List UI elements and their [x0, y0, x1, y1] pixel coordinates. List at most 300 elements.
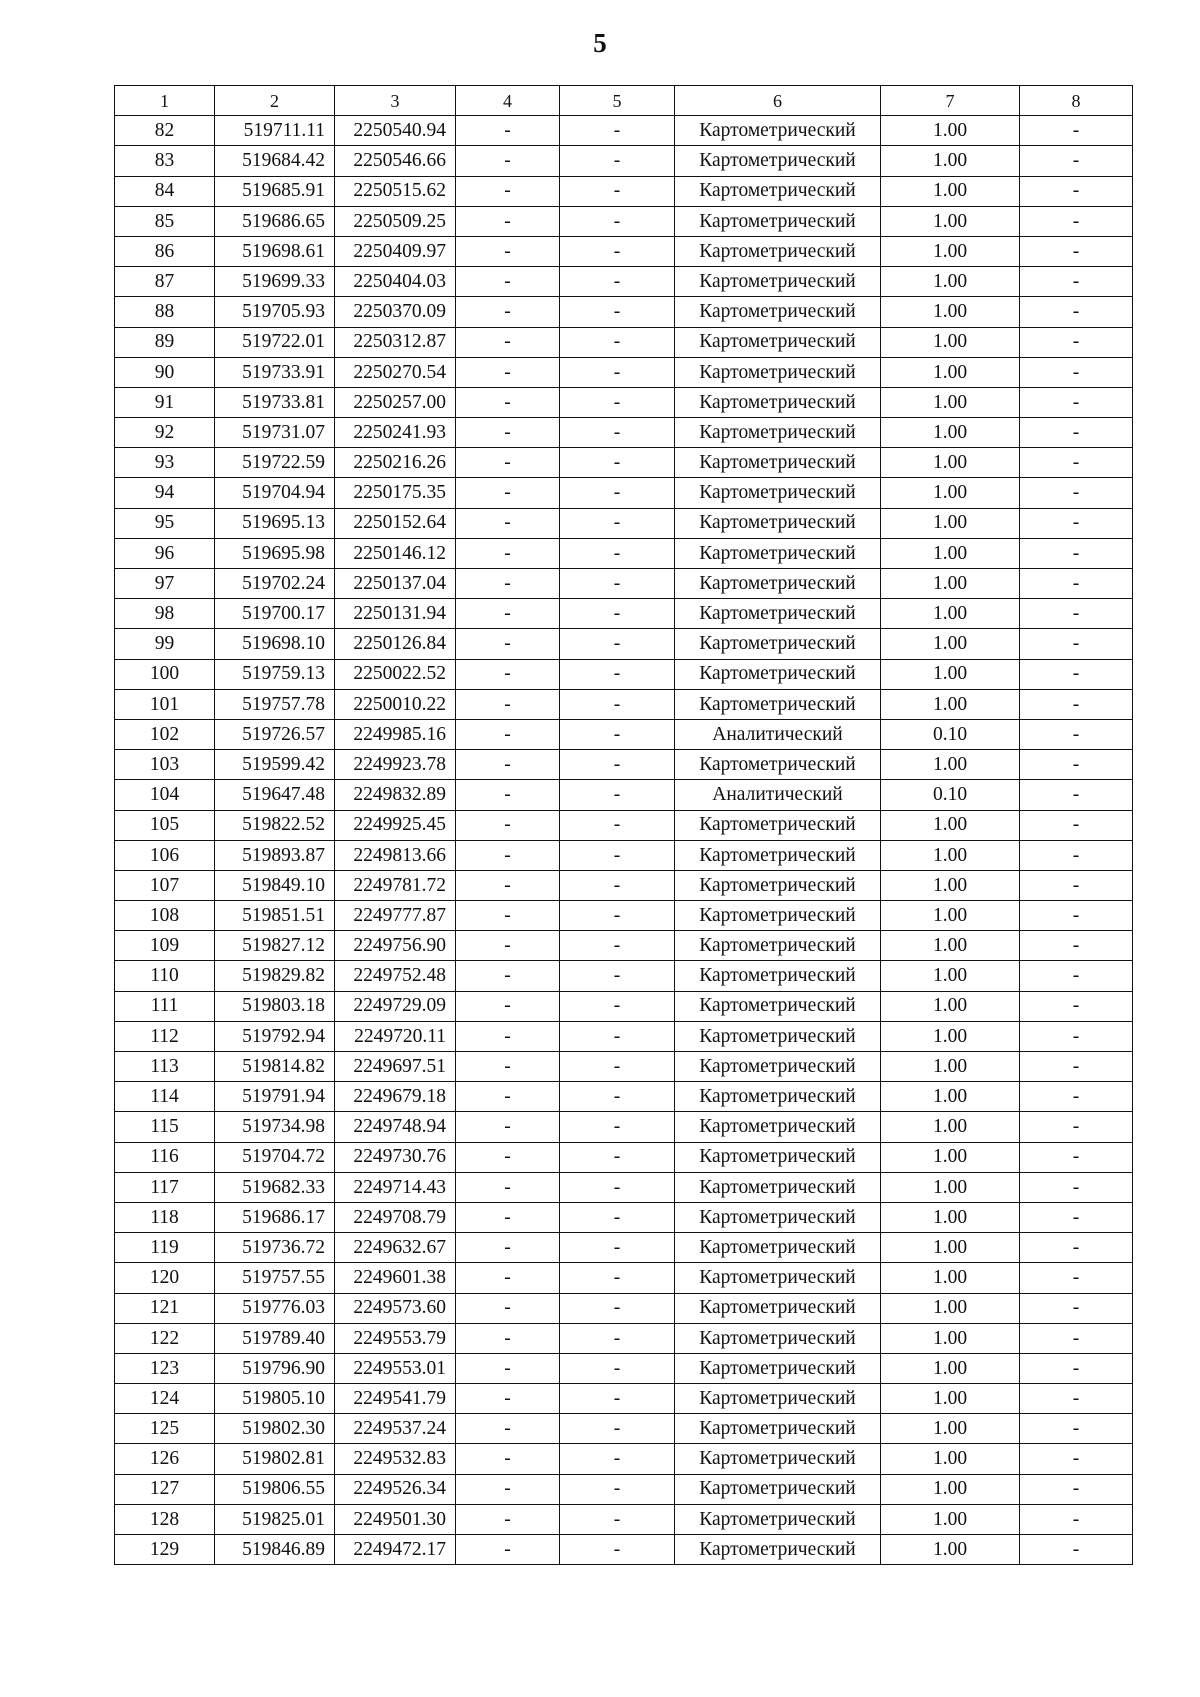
cell-coord-x: 519846.89 — [215, 1535, 335, 1565]
cell-col-4: - — [456, 1021, 560, 1051]
cell-col-4: - — [456, 508, 560, 538]
cell-col-4: - — [456, 176, 560, 206]
cell-point-number: 106 — [115, 840, 215, 870]
cell-point-number: 116 — [115, 1142, 215, 1172]
cell-col-4: - — [456, 1263, 560, 1293]
cell-method: Картометрический — [675, 1504, 881, 1534]
cell-coord-x: 519789.40 — [215, 1323, 335, 1353]
table-row — [115, 659, 1133, 689]
cell-col-5: - — [560, 1504, 675, 1534]
cell-col-5: - — [560, 146, 675, 176]
cell-accuracy: 1.00 — [881, 206, 1020, 236]
table-row — [115, 780, 1133, 810]
cell-accuracy: 1.00 — [881, 1474, 1020, 1504]
cell-accuracy: 1.00 — [881, 1353, 1020, 1383]
cell-coord-x: 519733.81 — [215, 387, 335, 417]
cell-point-number: 123 — [115, 1353, 215, 1383]
cell-accuracy: 1.00 — [881, 1052, 1020, 1082]
cell-method: Картометрический — [675, 870, 881, 900]
cell-col-8: - — [1020, 629, 1133, 659]
coordinates-table — [114, 85, 1133, 1565]
cell-coord-x: 519757.78 — [215, 689, 335, 719]
cell-col-5: - — [560, 1384, 675, 1414]
cell-accuracy: 1.00 — [881, 478, 1020, 508]
cell-col-4: - — [456, 387, 560, 417]
cell-method: Картометрический — [675, 1293, 881, 1323]
cell-col-4: - — [456, 116, 560, 146]
cell-col-4: - — [456, 297, 560, 327]
cell-coord-y: 2249730.76 — [335, 1142, 456, 1172]
table-row — [115, 1474, 1133, 1504]
table-row — [115, 1323, 1133, 1353]
cell-coord-y: 2250509.25 — [335, 206, 456, 236]
cell-col-5: - — [560, 357, 675, 387]
cell-coord-y: 2250312.87 — [335, 327, 456, 357]
cell-accuracy: 1.00 — [881, 1444, 1020, 1474]
cell-method: Картометрический — [675, 1021, 881, 1051]
cell-col-5: - — [560, 870, 675, 900]
cell-accuracy: 1.00 — [881, 508, 1020, 538]
cell-coord-y: 2249720.11 — [335, 1021, 456, 1051]
cell-point-number: 90 — [115, 357, 215, 387]
cell-method: Картометрический — [675, 1263, 881, 1293]
table-row — [115, 448, 1133, 478]
cell-col-8: - — [1020, 1172, 1133, 1202]
cell-coord-y: 2249714.43 — [335, 1172, 456, 1202]
cell-accuracy: 1.00 — [881, 1414, 1020, 1444]
table-row — [115, 1052, 1133, 1082]
cell-point-number: 100 — [115, 659, 215, 689]
cell-col-4: - — [456, 569, 560, 599]
cell-point-number: 104 — [115, 780, 215, 810]
cell-col-4: - — [456, 538, 560, 568]
cell-point-number: 103 — [115, 750, 215, 780]
cell-coord-y: 2250241.93 — [335, 418, 456, 448]
table-row — [115, 1414, 1133, 1444]
cell-method: Картометрический — [675, 1142, 881, 1172]
cell-accuracy: 0.10 — [881, 719, 1020, 749]
cell-col-8: - — [1020, 327, 1133, 357]
cell-col-8: - — [1020, 267, 1133, 297]
cell-col-4: - — [456, 1353, 560, 1383]
cell-col-5: - — [560, 750, 675, 780]
cell-coord-x: 519825.01 — [215, 1504, 335, 1534]
cell-method: Картометрический — [675, 1535, 881, 1565]
cell-col-5: - — [560, 780, 675, 810]
cell-point-number: 102 — [115, 719, 215, 749]
cell-col-8: - — [1020, 176, 1133, 206]
cell-col-8: - — [1020, 931, 1133, 961]
cell-accuracy: 1.00 — [881, 116, 1020, 146]
cell-col-4: - — [456, 599, 560, 629]
cell-coord-y: 2250131.94 — [335, 599, 456, 629]
cell-point-number: 105 — [115, 810, 215, 840]
cell-point-number: 120 — [115, 1263, 215, 1293]
cell-point-number: 117 — [115, 1172, 215, 1202]
column-header-point-number: 1 — [115, 86, 215, 116]
cell-method: Картометрический — [675, 508, 881, 538]
cell-col-4: - — [456, 629, 560, 659]
cell-method: Картометрический — [675, 1474, 881, 1504]
cell-method: Картометрический — [675, 569, 881, 599]
cell-col-8: - — [1020, 870, 1133, 900]
cell-coord-x: 519791.94 — [215, 1082, 335, 1112]
cell-accuracy: 1.00 — [881, 1172, 1020, 1202]
cell-col-8: - — [1020, 599, 1133, 629]
cell-point-number: 95 — [115, 508, 215, 538]
cell-accuracy: 1.00 — [881, 1535, 1020, 1565]
cell-coord-x: 519849.10 — [215, 870, 335, 900]
cell-point-number: 101 — [115, 689, 215, 719]
cell-coord-x: 519686.65 — [215, 206, 335, 236]
cell-method: Картометрический — [675, 297, 881, 327]
cell-method: Картометрический — [675, 116, 881, 146]
table-row — [115, 1082, 1133, 1112]
cell-col-5: - — [560, 719, 675, 749]
table-row — [115, 116, 1133, 146]
table-row — [115, 961, 1133, 991]
cell-col-8: - — [1020, 297, 1133, 327]
table-row — [115, 206, 1133, 236]
cell-col-8: - — [1020, 1444, 1133, 1474]
cell-col-8: - — [1020, 1233, 1133, 1263]
cell-accuracy: 1.00 — [881, 870, 1020, 900]
cell-col-4: - — [456, 1082, 560, 1112]
cell-col-4: - — [456, 659, 560, 689]
cell-point-number: 127 — [115, 1474, 215, 1504]
cell-coord-x: 519806.55 — [215, 1474, 335, 1504]
table-row — [115, 1384, 1133, 1414]
table-row — [115, 267, 1133, 297]
cell-coord-y: 2249777.87 — [335, 901, 456, 931]
cell-col-4: - — [456, 1293, 560, 1323]
cell-coord-y: 2249632.67 — [335, 1233, 456, 1263]
cell-coord-y: 2249601.38 — [335, 1263, 456, 1293]
table-row — [115, 1112, 1133, 1142]
cell-coord-x: 519698.10 — [215, 629, 335, 659]
cell-method: Картометрический — [675, 750, 881, 780]
cell-col-8: - — [1020, 569, 1133, 599]
cell-accuracy: 1.00 — [881, 1323, 1020, 1353]
cell-coord-x: 519734.98 — [215, 1112, 335, 1142]
cell-col-4: - — [456, 357, 560, 387]
cell-col-5: - — [560, 538, 675, 568]
cell-col-8: - — [1020, 750, 1133, 780]
cell-method: Картометрический — [675, 146, 881, 176]
table-row — [115, 1172, 1133, 1202]
cell-col-5: - — [560, 116, 675, 146]
cell-method: Картометрический — [675, 1112, 881, 1142]
column-header-col-5: 5 — [560, 86, 675, 116]
cell-point-number: 113 — [115, 1052, 215, 1082]
cell-col-5: - — [560, 689, 675, 719]
cell-method: Картометрический — [675, 357, 881, 387]
cell-col-4: - — [456, 206, 560, 236]
cell-col-5: - — [560, 1444, 675, 1474]
cell-coord-x: 519822.52 — [215, 810, 335, 840]
cell-method: Картометрический — [675, 538, 881, 568]
cell-point-number: 83 — [115, 146, 215, 176]
cell-col-8: - — [1020, 1535, 1133, 1565]
cell-col-4: - — [456, 1535, 560, 1565]
cell-coord-y: 2249537.24 — [335, 1414, 456, 1444]
cell-accuracy: 1.00 — [881, 236, 1020, 266]
cell-accuracy: 1.00 — [881, 991, 1020, 1021]
cell-coord-x: 519684.42 — [215, 146, 335, 176]
table-row — [115, 297, 1133, 327]
cell-accuracy: 1.00 — [881, 840, 1020, 870]
cell-col-5: - — [560, 1112, 675, 1142]
cell-coord-x: 519827.12 — [215, 931, 335, 961]
table-body — [115, 116, 1133, 1565]
cell-accuracy: 1.00 — [881, 810, 1020, 840]
cell-coord-x: 519698.61 — [215, 236, 335, 266]
cell-accuracy: 1.00 — [881, 569, 1020, 599]
cell-coord-y: 2249925.45 — [335, 810, 456, 840]
cell-method: Картометрический — [675, 327, 881, 357]
cell-col-8: - — [1020, 1293, 1133, 1323]
cell-coord-x: 519776.03 — [215, 1293, 335, 1323]
cell-point-number: 110 — [115, 961, 215, 991]
cell-col-8: - — [1020, 116, 1133, 146]
cell-col-5: - — [560, 901, 675, 931]
cell-method: Аналитический — [675, 719, 881, 749]
cell-point-number: 126 — [115, 1444, 215, 1474]
cell-point-number: 109 — [115, 931, 215, 961]
cell-coord-x: 519851.51 — [215, 901, 335, 931]
column-header-coord-y: 3 — [335, 86, 456, 116]
table-row — [115, 599, 1133, 629]
cell-method: Картометрический — [675, 478, 881, 508]
cell-method: Картометрический — [675, 901, 881, 931]
cell-method: Картометрический — [675, 1082, 881, 1112]
cell-col-5: - — [560, 1082, 675, 1112]
cell-col-4: - — [456, 991, 560, 1021]
cell-col-8: - — [1020, 418, 1133, 448]
cell-col-5: - — [560, 1021, 675, 1051]
cell-col-8: - — [1020, 236, 1133, 266]
table-row — [115, 1263, 1133, 1293]
cell-col-4: - — [456, 1444, 560, 1474]
header-row — [115, 86, 1133, 116]
cell-col-4: - — [456, 901, 560, 931]
cell-col-5: - — [560, 810, 675, 840]
cell-col-5: - — [560, 508, 675, 538]
cell-coord-y: 2250546.66 — [335, 146, 456, 176]
cell-coord-x: 519803.18 — [215, 991, 335, 1021]
cell-col-4: - — [456, 1172, 560, 1202]
cell-coord-x: 519695.98 — [215, 538, 335, 568]
cell-coord-x: 519802.81 — [215, 1444, 335, 1474]
cell-coord-y: 2249697.51 — [335, 1052, 456, 1082]
cell-coord-y: 2250404.03 — [335, 267, 456, 297]
cell-accuracy: 1.00 — [881, 1082, 1020, 1112]
cell-col-8: - — [1020, 991, 1133, 1021]
table-row — [115, 1202, 1133, 1232]
cell-col-8: - — [1020, 1384, 1133, 1414]
cell-col-5: - — [560, 1263, 675, 1293]
table-row — [115, 1293, 1133, 1323]
cell-method: Картометрический — [675, 206, 881, 236]
cell-point-number: 84 — [115, 176, 215, 206]
cell-method: Картометрический — [675, 961, 881, 991]
cell-col-8: - — [1020, 1414, 1133, 1444]
cell-accuracy: 1.00 — [881, 418, 1020, 448]
cell-point-number: 98 — [115, 599, 215, 629]
cell-col-8: - — [1020, 780, 1133, 810]
cell-col-4: - — [456, 146, 560, 176]
cell-col-8: - — [1020, 1474, 1133, 1504]
cell-col-4: - — [456, 780, 560, 810]
cell-col-5: - — [560, 1323, 675, 1353]
cell-method: Картометрический — [675, 1052, 881, 1082]
cell-coord-y: 2249526.34 — [335, 1474, 456, 1504]
cell-col-5: - — [560, 1142, 675, 1172]
cell-col-8: - — [1020, 840, 1133, 870]
cell-coord-y: 2249708.79 — [335, 1202, 456, 1232]
cell-coord-y: 2250257.00 — [335, 387, 456, 417]
cell-col-5: - — [560, 659, 675, 689]
cell-accuracy: 1.00 — [881, 1384, 1020, 1414]
table-row — [115, 508, 1133, 538]
table-row — [115, 750, 1133, 780]
cell-coord-x: 519722.59 — [215, 448, 335, 478]
cell-col-4: - — [456, 810, 560, 840]
table-row — [115, 629, 1133, 659]
cell-coord-y: 2250010.22 — [335, 689, 456, 719]
cell-point-number: 97 — [115, 569, 215, 599]
cell-method: Картометрический — [675, 1202, 881, 1232]
cell-col-5: - — [560, 569, 675, 599]
cell-col-5: - — [560, 1353, 675, 1383]
table-row — [115, 418, 1133, 448]
cell-col-5: - — [560, 297, 675, 327]
cell-method: Картометрический — [675, 236, 881, 266]
cell-point-number: 108 — [115, 901, 215, 931]
cell-coord-x: 519722.01 — [215, 327, 335, 357]
cell-point-number: 91 — [115, 387, 215, 417]
cell-point-number: 115 — [115, 1112, 215, 1142]
table-row — [115, 810, 1133, 840]
cell-method: Картометрический — [675, 991, 881, 1021]
column-header-accuracy: 7 — [881, 86, 1020, 116]
cell-coord-x: 519736.72 — [215, 1233, 335, 1263]
cell-method: Картометрический — [675, 659, 881, 689]
cell-method: Картометрический — [675, 387, 881, 417]
cell-col-8: - — [1020, 1202, 1133, 1232]
cell-method: Картометрический — [675, 629, 881, 659]
cell-col-8: - — [1020, 538, 1133, 568]
cell-coord-y: 2249532.83 — [335, 1444, 456, 1474]
cell-method: Картометрический — [675, 1323, 881, 1353]
cell-col-5: - — [560, 840, 675, 870]
cell-coord-x: 519704.72 — [215, 1142, 335, 1172]
cell-coord-x: 519731.07 — [215, 418, 335, 448]
cell-coord-y: 2250175.35 — [335, 478, 456, 508]
cell-point-number: 122 — [115, 1323, 215, 1353]
cell-coord-x: 519699.33 — [215, 267, 335, 297]
cell-col-8: - — [1020, 719, 1133, 749]
cell-col-8: - — [1020, 810, 1133, 840]
cell-col-8: - — [1020, 1021, 1133, 1051]
table-row — [115, 1021, 1133, 1051]
cell-col-5: - — [560, 267, 675, 297]
cell-col-4: - — [456, 327, 560, 357]
cell-point-number: 96 — [115, 538, 215, 568]
table-row — [115, 176, 1133, 206]
cell-col-5: - — [560, 1233, 675, 1263]
cell-coord-x: 519704.94 — [215, 478, 335, 508]
cell-coord-x: 519733.91 — [215, 357, 335, 387]
cell-col-5: - — [560, 206, 675, 236]
cell-col-4: - — [456, 1504, 560, 1534]
cell-col-5: - — [560, 1202, 675, 1232]
cell-accuracy: 1.00 — [881, 629, 1020, 659]
table-row — [115, 870, 1133, 900]
cell-point-number: 99 — [115, 629, 215, 659]
column-header-method: 6 — [675, 86, 881, 116]
cell-col-5: - — [560, 1474, 675, 1504]
cell-col-4: - — [456, 1202, 560, 1232]
cell-col-4: - — [456, 1384, 560, 1414]
cell-coord-y: 2250370.09 — [335, 297, 456, 327]
cell-method: Картометрический — [675, 448, 881, 478]
cell-coord-y: 2250409.97 — [335, 236, 456, 266]
cell-coord-y: 2250515.62 — [335, 176, 456, 206]
cell-coord-x: 519796.90 — [215, 1353, 335, 1383]
cell-point-number: 111 — [115, 991, 215, 1021]
cell-col-5: - — [560, 236, 675, 266]
cell-accuracy: 1.00 — [881, 538, 1020, 568]
cell-method: Аналитический — [675, 780, 881, 810]
cell-coord-y: 2249573.60 — [335, 1293, 456, 1323]
cell-method: Картометрический — [675, 931, 881, 961]
cell-col-8: - — [1020, 206, 1133, 236]
cell-accuracy: 1.00 — [881, 1021, 1020, 1051]
cell-coord-y: 2249985.16 — [335, 719, 456, 749]
column-header-coord-x: 2 — [215, 86, 335, 116]
table-row — [115, 901, 1133, 931]
cell-coord-y: 2249813.66 — [335, 840, 456, 870]
cell-coord-x: 519757.55 — [215, 1263, 335, 1293]
cell-col-4: - — [456, 448, 560, 478]
table-row — [115, 146, 1133, 176]
cell-accuracy: 1.00 — [881, 1202, 1020, 1232]
table-row — [115, 1142, 1133, 1172]
table-row — [115, 991, 1133, 1021]
cell-accuracy: 1.00 — [881, 448, 1020, 478]
cell-col-4: - — [456, 689, 560, 719]
cell-coord-x: 519802.30 — [215, 1414, 335, 1444]
cell-col-5: - — [560, 599, 675, 629]
cell-accuracy: 1.00 — [881, 176, 1020, 206]
cell-col-8: - — [1020, 1052, 1133, 1082]
cell-coord-x: 519599.42 — [215, 750, 335, 780]
cell-col-5: - — [560, 1052, 675, 1082]
cell-coord-y: 2249756.90 — [335, 931, 456, 961]
cell-col-8: - — [1020, 961, 1133, 991]
cell-accuracy: 1.00 — [881, 1263, 1020, 1293]
cell-col-8: - — [1020, 478, 1133, 508]
cell-coord-x: 519805.10 — [215, 1384, 335, 1414]
cell-coord-x: 519829.82 — [215, 961, 335, 991]
cell-method: Картометрический — [675, 1384, 881, 1414]
table-row — [115, 327, 1133, 357]
cell-coord-x: 519682.33 — [215, 1172, 335, 1202]
cell-method: Картометрический — [675, 418, 881, 448]
table-row — [115, 1535, 1133, 1565]
page-number: 5 — [593, 28, 607, 58]
